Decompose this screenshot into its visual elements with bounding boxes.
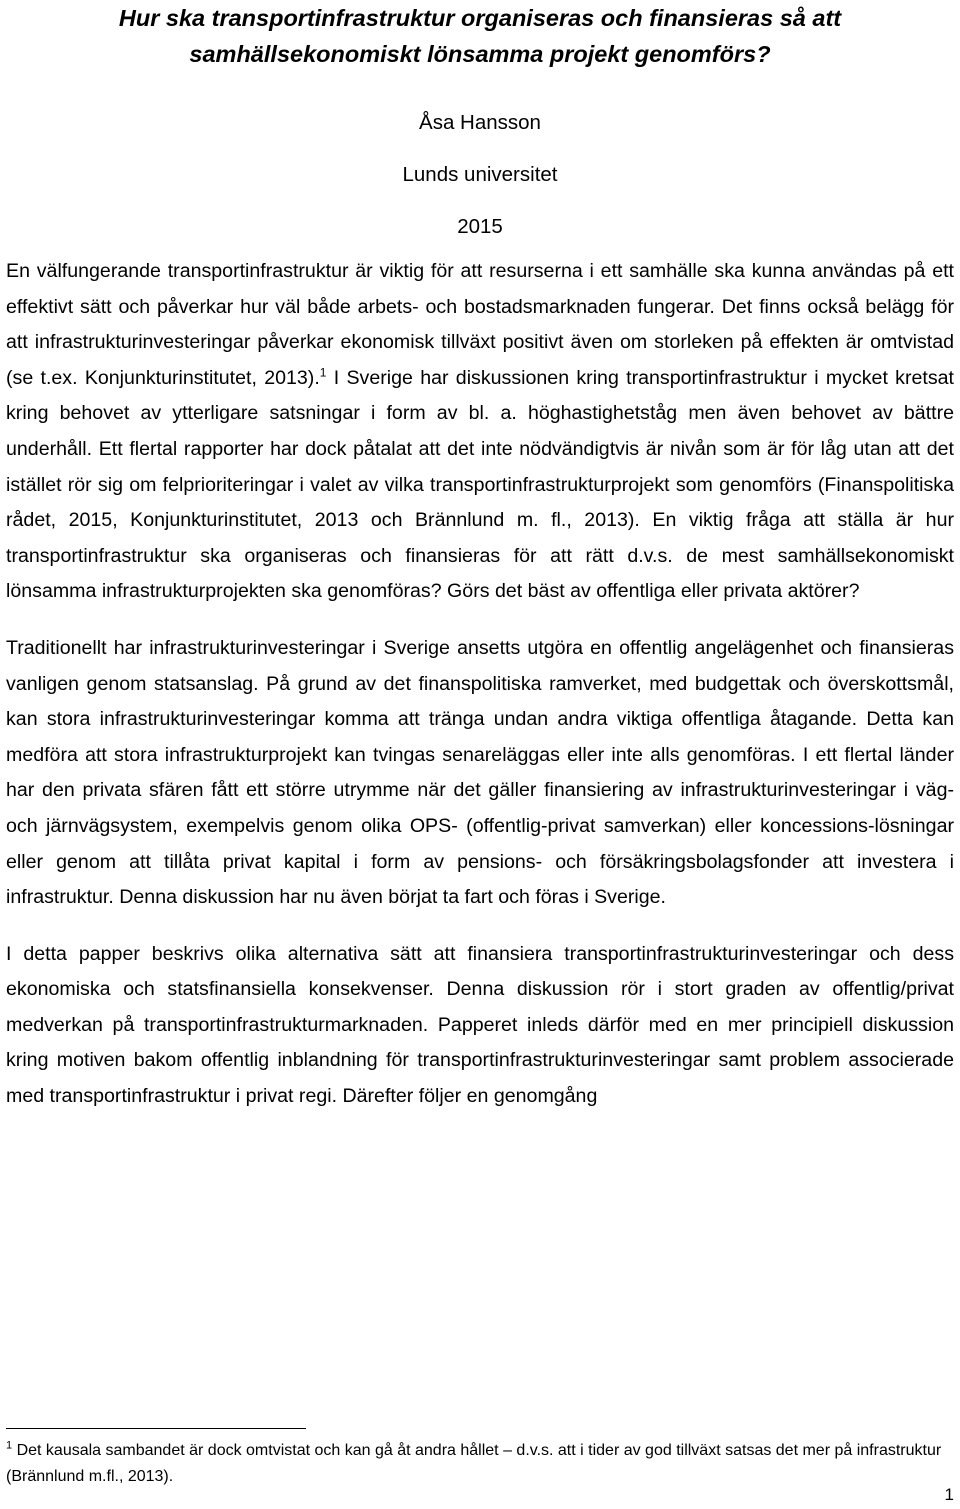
author-name: Åsa Hansson (419, 111, 541, 134)
page-number: 1 (944, 1485, 954, 1504)
paragraph-3: I detta papper beskrivs olika alternativa sätt att finansiera transportinfrastrukturinvesteringar och dess ekonomiska och statsfinansiella konsekvenser. Denna diskussion rör i stort graden av offentlig/privat medverkan på transportinfrastrukturmarknaden. Papperet inleds därför med en mer principiell diskussion kring motiven bakom offentlig inblandning för transportinfrastrukturinvesteringar samt problem associerade med transportinfrastruktur i privat regi. Därefter följer en genomgång (6, 942, 954, 1108)
title-line-1: Hur ska transportinfrastruktur organiseras och finansieras så att (118, 5, 842, 31)
author-affiliation: Lunds universitet (402, 163, 558, 186)
title-line-2: samhällsekonomiskt lönsamma projekt genomförs? (189, 41, 771, 67)
document-page (6, 0, 954, 1509)
paragraph-2: Traditionellt har infrastrukturinvesteringar i Sverige ansetts utgöra en offentlig angelägenhet och finansieras vanligen genom statsanslag. På grund av det finanspolitiska ramverket, med budgettak och överskottsmål, kan stora infrastrukturinvesteringar komma att tränga undan andra viktiga offentliga åtagande. Detta kan medföra att stora infrastrukturprojekt kan tvingas senareläggas eller inte alls genomföras. I ett flertal länder har den privata sfären fått ett större utrymme när det gäller finansiering av infrastrukturinvesteringar i väg- och järnvägsystem, exempelvis genom olika OPS- (offentlig-privat samverkan) eller koncessions-lösningar eller genom att tillåta privat kapital i form av pensions- och försäkringsbolagsfonder att investera i infrastruktur. Denna diskussion har nu även börjat ta fart och föras i Sverige. (6, 636, 954, 909)
footnote-text: Det kausala sambandet är dock omtvistat och kan gå åt andra hållet – d.v.s. att i tider av god tillväxt satsas det mer på infrastruktur (Brännlund m.fl., 2013). (6, 1442, 942, 1485)
paragraph-1 (6, 254, 954, 610)
footnote-divider (6, 1428, 306, 1429)
paragraph-1-text-b: I Sverige har diskussionen kring transportinfrastruktur i mycket kretsat kring behovet av ytterligare satsningar i form av bl. a. höghastighetståg men även behovet av bättre underhåll. Ett flertal rapporter har dock påtalat att det inte nödvändigtvis är nivån som är för låg utan att det istället rör sig om felprioriteringar i valet av vilka transportinfrastrukturprojekt som genomförs (Finanspolitiska rådet, 2015, Konjunkturinstitutet, 2013 och Brännlund m. fl., 2013). En viktig fråga att ställa är hur transportinfrastruktur ska organiseras och finansieras för att rätt d.v.s. de mest samhällsekonomiskt lönsamma infrastrukturprojekten ska genomföras? Görs det bäst av offentliga eller privata aktörer? (6, 366, 954, 603)
footnote (6, 1438, 954, 1490)
document-title (6, 0, 954, 72)
paragraph-1-text-a: En välfungerande transportinfrastruktur är viktig för att resurserna i ett samhälle ska kunna användas på ett effektivt sätt och påverkar hur väl både arbets- och bostadsmarknaden fungerar. Det finns också belägg för att infrastrukturinvesteringar påverkar ekonomisk tillväxt positivt även om storleken på effekten är omtvistad (se t.ex. Konjunkturinstitutet, 2013). (6, 260, 954, 389)
publication-year: 2015 (457, 215, 503, 238)
footnote-reference[interactable]: 1 (319, 365, 327, 380)
footnote-number: 1 (6, 1439, 13, 1452)
